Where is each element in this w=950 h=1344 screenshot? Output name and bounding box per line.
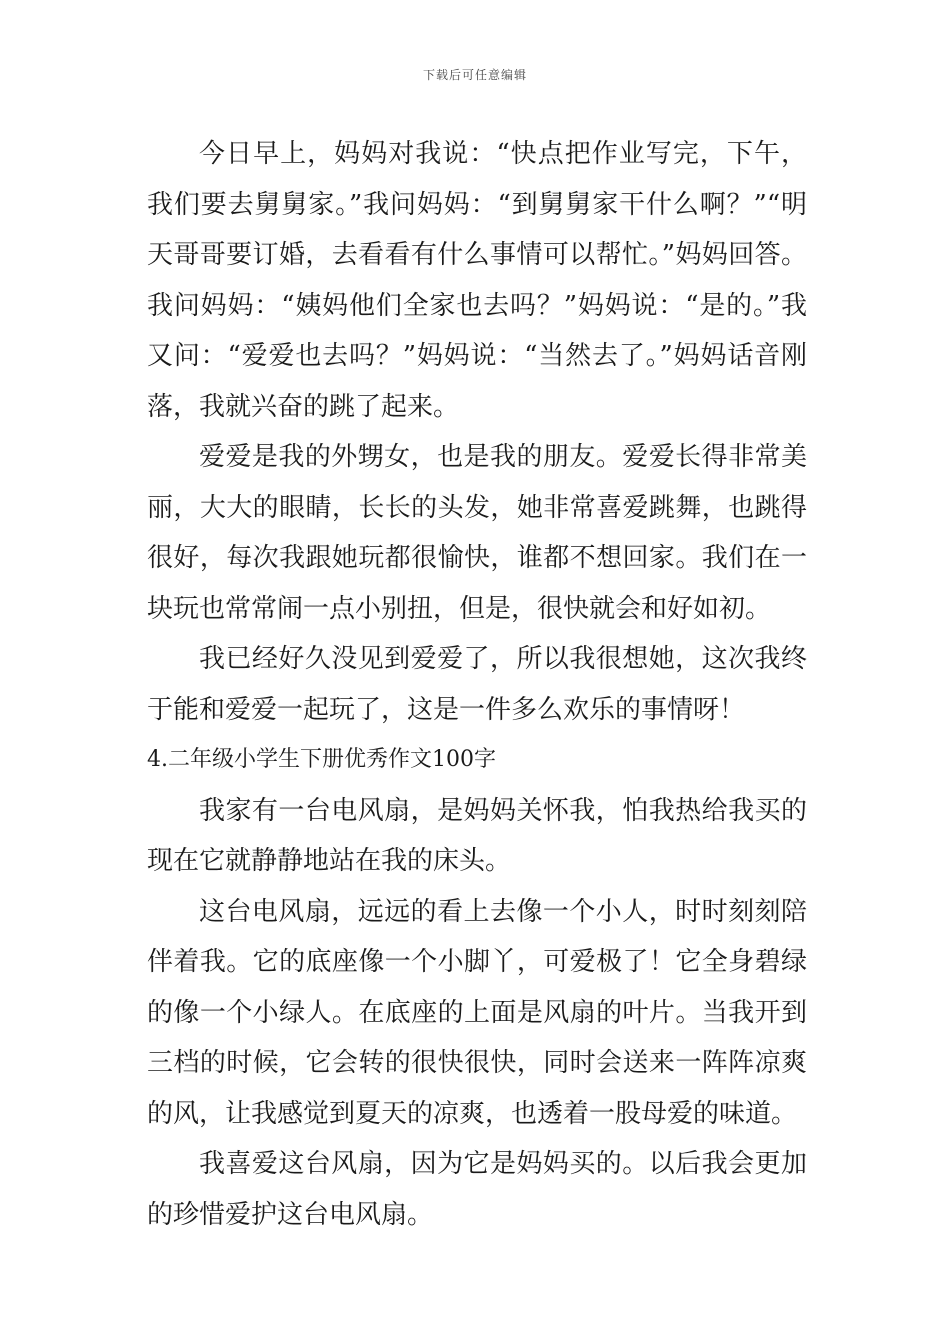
paragraph-1: 今日早上，妈妈对我说：“快点把作业写完，下午，我们要去舅舅家。”我问妈妈：“到舅舅家干什么啊？”“明天哥哥要订婚，去看看有什么事情可以帮忙。”妈妈回答。我问妈妈：“姨妈他们全家也去吗？”妈妈说：“是的。”我又问：“爱爱也去吗？”妈妈说：“当然去了。”妈妈话音刚落，我就兴奋的跳了起来。 [147, 139, 807, 422]
page-header: 下载后可任意编辑 [422, 68, 527, 82]
paragraph-5: 这台电风扇，远远的看上去像一个小人，时时刻刻陪伴着我。它的底座像一个小脚丫，可爱极了！它全身碧绿的像一个小绿人。在底座的上面是风扇的叶片。当我开到三档的时候，它会转的很快很快，同时会送来一阵阵凉爽的风，让我感觉到夏天的凉爽，也透着一股母爱的味道。 [147, 896, 807, 1129]
paragraph-3: 我已经好久没见到爱爱了，所以我很想她，这次我终于能和爱爱一起玩了，这是一件多么欢乐的事情呀！ [147, 644, 807, 725]
document-body [147, 129, 807, 1240]
paragraph-2: 爱爱是我的外甥女，也是我的朋友。爱爱长得非常美丽，大大的眼睛，长长的头发，她非常喜爱跳舞，也跳得很好，每次我跟她玩都很愉快，谁都不想回家。我们在一块玩也常常闹一点小别扭，但是，很快就会和好如初。 [147, 442, 807, 624]
paragraph-4: 我家有一台电风扇，是妈妈关怀我，怕我热给我买的现在它就静静地站在我的床头。 [147, 795, 807, 876]
section-heading: 4.二年级小学生下册优秀作文100字 [147, 747, 496, 772]
paragraph-6: 我喜爱这台风扇，因为它是妈妈买的。以后我会更加的珍惜爱护这台电风扇。 [147, 1149, 807, 1230]
